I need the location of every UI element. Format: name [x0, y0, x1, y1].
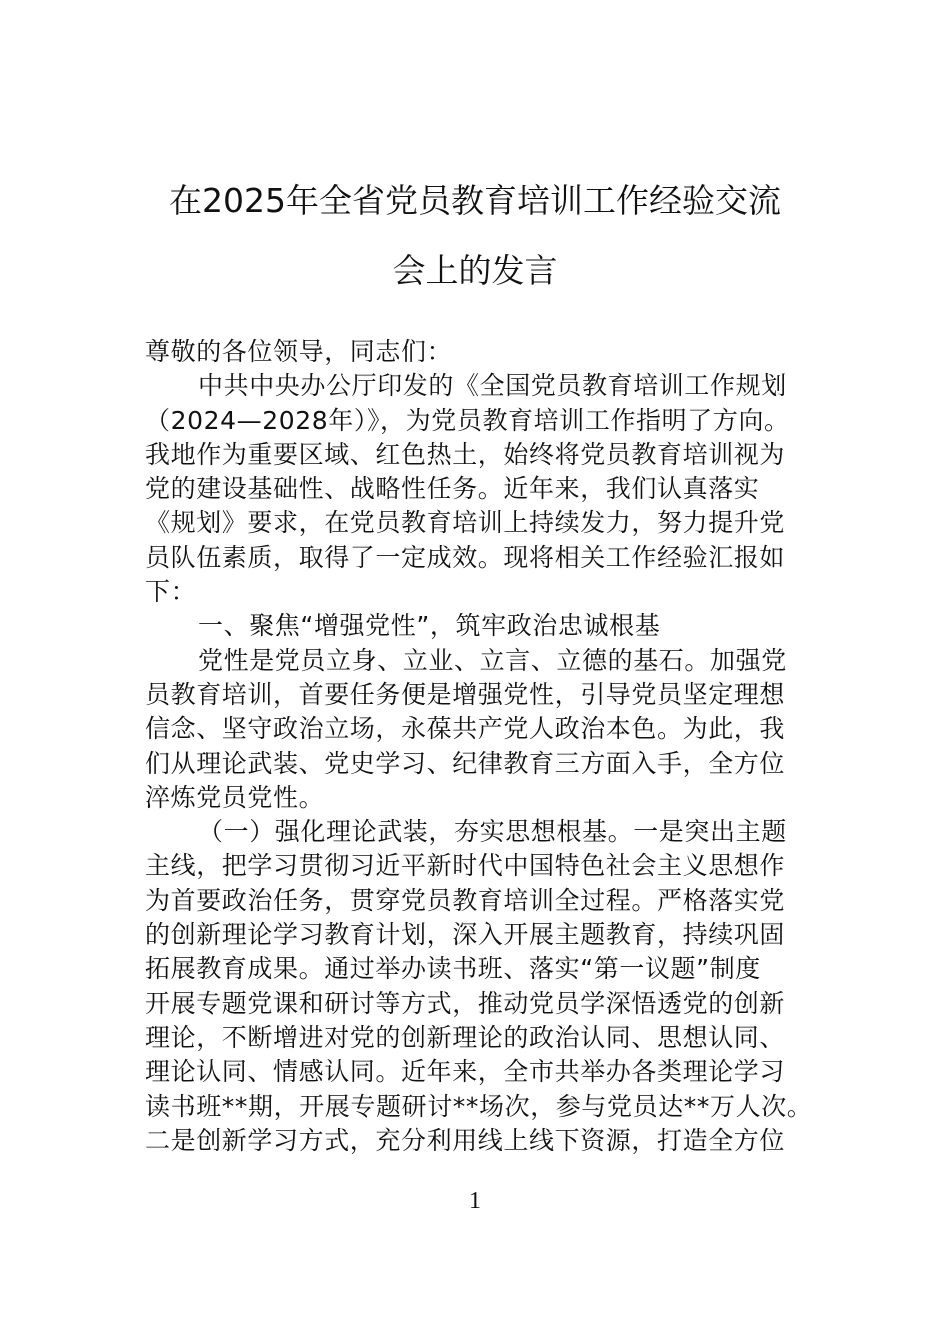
- text-line: 员教育培训，首要任务便是增强党性，引导党员坚定理想: [145, 679, 786, 709]
- text-line: 们从理论武装、党史学习、纪律教育三方面入手，全方位: [145, 748, 786, 778]
- text-line: 淬炼党员党性。: [145, 782, 325, 812]
- text-line: 读书班**期，开展专题研讨**场次，参与党员达**万人次。: [145, 1091, 813, 1121]
- text-line: 为首要政治任务，贯穿党员教育培训全过程。严格落实党: [145, 885, 786, 915]
- page-number: 1: [469, 1188, 481, 1214]
- text-line: 下：: [145, 577, 197, 607]
- text-line: 主线，把学习贯彻习近平新时代中国特色社会主义思想作: [145, 851, 786, 881]
- text-line: 尊敬的各位领导，同志们：: [145, 337, 453, 366]
- text-line: 员队伍素质，取得了一定成效。现将相关工作经验汇报如: [145, 542, 786, 572]
- document-title-line-1: 在2025年全省党员教育培训工作经验交流: [169, 181, 781, 220]
- text-line: （一）强化理论武装，夯实思想根基。一是突出主题: [198, 817, 787, 847]
- text-line: 信念、坚守政治立场，永葆共产党人政治本色。为此，我: [145, 714, 786, 744]
- document-title-line-2: 会上的发言: [392, 251, 558, 290]
- text-line: 《规划》要求，在党员教育培训上持续发力，努力提升党: [145, 508, 786, 538]
- text-line: 的创新理论学习教育计划，深入开展主题教育，持续巩固: [145, 920, 786, 950]
- text-line: 拓展教育成果。通过举办读书班、落实“第一议题”制度: [145, 954, 761, 984]
- text-line: 理论认同、情感认同。近年来，全市共举办各类理论学习: [145, 1057, 786, 1087]
- text-line: 中共中央办公厅印发的《全国党员教育培训工作规划: [198, 371, 787, 401]
- text-line: 一、聚焦“增强党性”，筑牢政治忠诚根基: [198, 611, 661, 641]
- text-line: 党的建设基础性、战略性任务。近年来，我们认真落实: [145, 474, 760, 504]
- text-line: 理论，不断增进对党的创新理论的政治认同、思想认同、: [145, 1022, 786, 1052]
- text-line: 我地作为重要区域、红色热土，始终将党员教育培训视为: [145, 439, 786, 469]
- text-line: 党性是党员立身、立业、立言、立德的基石。加强党: [198, 645, 787, 675]
- document-body: [145, 335, 815, 1158]
- text-line: （2024—2028年）》，为党员教育培训工作指明了方向。: [145, 405, 790, 435]
- text-line: 开展专题党课和研讨等方式，推动党员学深悟透党的创新: [145, 988, 786, 1018]
- text-line: 二是创新学习方式，充分利用线上线下资源，打造全方位: [145, 1125, 786, 1155]
